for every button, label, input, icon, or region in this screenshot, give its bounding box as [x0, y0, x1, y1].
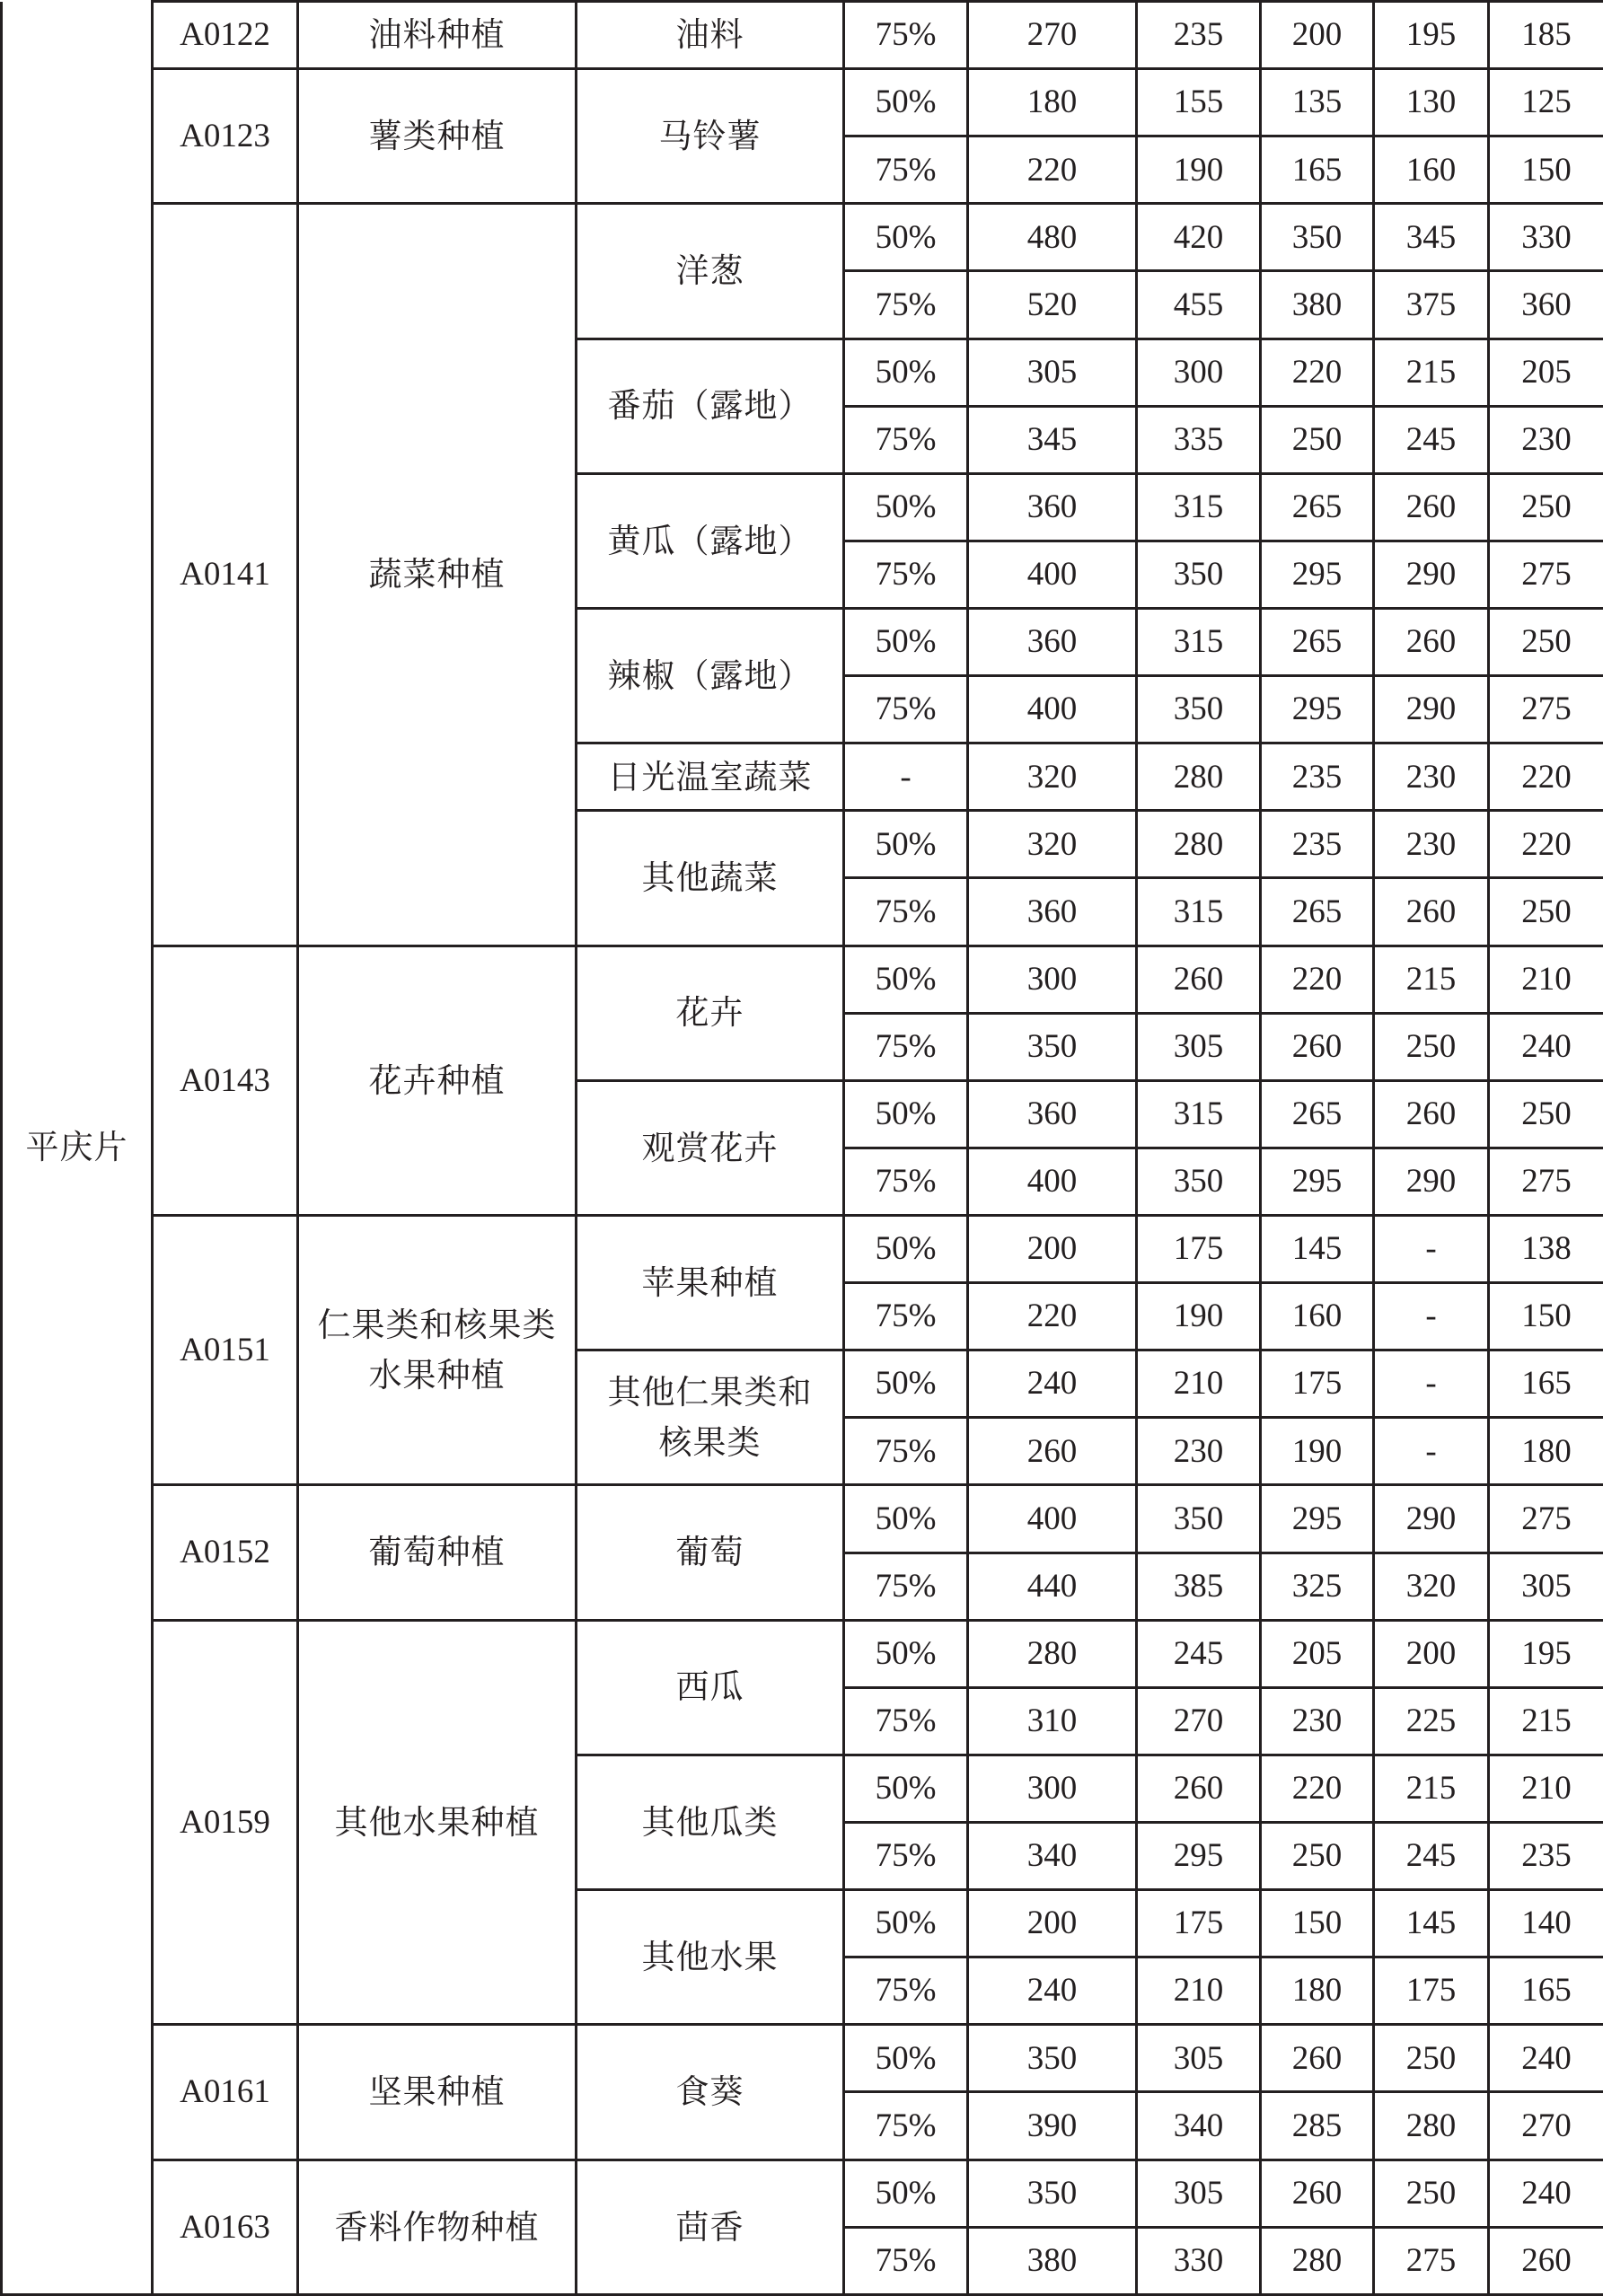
- quota-value-cell: 280: [1137, 743, 1261, 811]
- quota-value-cell: 375: [1374, 271, 1489, 339]
- quota-value-cell: 215: [1489, 1687, 1603, 1755]
- industry-category-cell: [298, 2025, 577, 2160]
- guarantee-rate-cell: 75%: [844, 1687, 968, 1755]
- quota-value-cell: 190: [1137, 1283, 1261, 1350]
- industry-code-cell: A0161: [153, 2025, 298, 2160]
- table-row: [2, 2025, 1603, 2092]
- product-name-cell: [577, 946, 844, 1080]
- quota-value-cell: 350: [1137, 1485, 1261, 1553]
- quota-value-cell: 245: [1137, 1620, 1261, 1687]
- quota-value-cell: 260: [1261, 1013, 1374, 1080]
- quota-value-cell: 275: [1489, 1485, 1603, 1553]
- quota-value-cell: 160: [1261, 1283, 1374, 1350]
- industry-category-cell: [298, 1485, 577, 1620]
- industry-code-cell: A0152: [153, 1485, 298, 1620]
- guarantee-rate-cell: 75%: [844, 1283, 968, 1350]
- quota-value-cell: 215: [1374, 339, 1489, 406]
- quota-value-cell: 250: [1261, 1822, 1374, 1889]
- product-name-cell: [577, 1215, 844, 1350]
- product-name-label: 其他仁果类和核果类: [607, 1373, 813, 1462]
- guarantee-rate-cell: 75%: [844, 2227, 968, 2294]
- quota-value-cell: 265: [1261, 1080, 1374, 1148]
- quota-value-cell: 215: [1374, 946, 1489, 1013]
- quota-value-cell: 290: [1374, 541, 1489, 608]
- quota-value-cell: 265: [1261, 878, 1374, 946]
- quota-value-cell: 340: [1137, 2092, 1261, 2160]
- guarantee-rate-cell: 50%: [844, 1485, 968, 1553]
- product-name-cell: [577, 204, 844, 339]
- quota-value-cell: 250: [1374, 1013, 1489, 1080]
- industry-category-label: 油料种植: [368, 15, 506, 55]
- quota-value-cell: 330: [1137, 2227, 1261, 2294]
- quota-value-cell: 165: [1261, 136, 1374, 204]
- quota-value-cell: -: [1374, 1350, 1489, 1418]
- quota-value-cell: 165: [1489, 1350, 1603, 1418]
- quota-value-cell: 220: [1489, 743, 1603, 811]
- quota-value-cell: 300: [968, 946, 1137, 1013]
- product-name-cell: [577, 1890, 844, 2025]
- quota-value-cell: 455: [1137, 271, 1261, 339]
- quota-value-cell: 165: [1489, 1957, 1603, 2025]
- quota-value-cell: 235: [1137, 2, 1261, 69]
- product-name-cell: [577, 608, 844, 743]
- quota-value-cell: 305: [1489, 1553, 1603, 1620]
- quota-value-cell: 250: [1261, 406, 1374, 473]
- quota-value-cell: 230: [1374, 743, 1489, 811]
- guarantee-rate-cell: 75%: [844, 676, 968, 743]
- guarantee-rate-cell: 75%: [844, 1822, 968, 1889]
- quota-value-cell: 350: [1137, 1148, 1261, 1215]
- quota-value-cell: -: [1374, 1283, 1489, 1350]
- table-row: [2, 2, 1603, 69]
- quota-value-cell: 440: [968, 1553, 1137, 1620]
- guarantee-rate-cell: 50%: [844, 1080, 968, 1148]
- guarantee-rate-cell: 50%: [844, 2025, 968, 2092]
- quota-value-cell: 350: [968, 2160, 1137, 2227]
- guarantee-rate-cell: 75%: [844, 1553, 968, 1620]
- industry-code-cell: A0141: [153, 204, 298, 946]
- quota-value-cell: 260: [1374, 473, 1489, 541]
- quota-value-cell: 220: [968, 136, 1137, 204]
- quota-value-cell: 215: [1374, 1755, 1489, 1822]
- quota-value-cell: 320: [968, 811, 1137, 878]
- quota-value-cell: 205: [1489, 339, 1603, 406]
- quota-value-cell: 340: [968, 1822, 1137, 1889]
- quota-value-cell: 245: [1374, 1822, 1489, 1889]
- quota-value-cell: 240: [1489, 2160, 1603, 2227]
- industry-category-label: 仁果类和核果类水果种植: [317, 1306, 557, 1394]
- guarantee-rate-cell: 75%: [844, 136, 968, 204]
- quota-value-cell: 295: [1137, 1822, 1261, 1889]
- product-name-cell: [577, 1620, 844, 1755]
- guarantee-rate-cell: 75%: [844, 878, 968, 946]
- industry-code-cell: A0163: [153, 2160, 298, 2295]
- quota-value-cell: 200: [1261, 2, 1374, 69]
- quota-value-cell: 250: [1489, 473, 1603, 541]
- quota-value-cell: 240: [968, 1957, 1137, 2025]
- quota-value-cell: 420: [1137, 204, 1261, 271]
- quota-value-cell: 390: [968, 2092, 1137, 2160]
- quota-value-cell: 250: [1374, 2160, 1489, 2227]
- quota-value-cell: 230: [1374, 811, 1489, 878]
- quota-value-cell: 350: [1261, 204, 1374, 271]
- quota-value-cell: 400: [968, 1485, 1137, 1553]
- quota-value-cell: 210: [1489, 1755, 1603, 1822]
- quota-value-cell: 295: [1261, 1485, 1374, 1553]
- table-row: [2, 69, 1603, 136]
- quota-value-cell: 250: [1374, 2025, 1489, 2092]
- table-row: [2, 1215, 1603, 1282]
- table-row: [2, 1620, 1603, 1687]
- quota-value-cell: 295: [1261, 1148, 1374, 1215]
- quota-value-cell: 285: [1261, 2092, 1374, 2160]
- product-name-cell: [577, 2025, 844, 2160]
- quota-value-cell: 140: [1489, 1890, 1603, 1957]
- product-name-label: 西瓜: [675, 1667, 744, 1707]
- product-name-cell: [577, 339, 844, 473]
- table-body: [2, 2, 1603, 2295]
- industry-code-cell: A0143: [153, 946, 298, 1215]
- product-name-label: 苹果种植: [641, 1262, 779, 1302]
- guarantee-rate-cell: 50%: [844, 946, 968, 1013]
- quota-value-cell: 138: [1489, 1215, 1603, 1282]
- quota-value-cell: 305: [968, 339, 1137, 406]
- quota-value-cell: 260: [1137, 946, 1261, 1013]
- quota-value-cell: 350: [1137, 676, 1261, 743]
- quota-value-cell: 275: [1489, 1148, 1603, 1215]
- quota-value-cell: 345: [1374, 204, 1489, 271]
- quota-value-cell: 230: [1137, 1418, 1261, 1485]
- quota-value-cell: 385: [1137, 1553, 1261, 1620]
- quota-value-cell: 315: [1137, 1080, 1261, 1148]
- product-name-label: 黄瓜（露地）: [607, 521, 813, 560]
- guarantee-rate-cell: 50%: [844, 1620, 968, 1687]
- quota-value-cell: 210: [1489, 946, 1603, 1013]
- industry-category-cell: [298, 946, 577, 1215]
- quota-value-cell: 315: [1137, 878, 1261, 946]
- guarantee-rate-cell: 50%: [844, 811, 968, 878]
- quota-value-cell: 265: [1261, 473, 1374, 541]
- quota-value-cell: 260: [1261, 2025, 1374, 2092]
- guarantee-rate-cell: 50%: [844, 339, 968, 406]
- product-name-cell: [577, 2, 844, 69]
- guarantee-rate-cell: 50%: [844, 204, 968, 271]
- quota-value-cell: 240: [1489, 2025, 1603, 2092]
- quota-value-cell: 260: [1489, 2227, 1603, 2294]
- quota-value-cell: 300: [1137, 339, 1261, 406]
- quota-value-cell: 220: [1261, 339, 1374, 406]
- quota-value-cell: 220: [1489, 811, 1603, 878]
- guarantee-rate-cell: 50%: [844, 2160, 968, 2227]
- industry-code-cell: A0122: [153, 2, 298, 69]
- quota-value-cell: 180: [968, 69, 1137, 136]
- guarantee-rate-cell: 75%: [844, 1418, 968, 1485]
- quota-value-cell: 275: [1374, 2227, 1489, 2294]
- guarantee-rate-cell: 50%: [844, 1890, 968, 1957]
- quota-value-cell: 225: [1374, 1687, 1489, 1755]
- quota-value-cell: 135: [1261, 69, 1374, 136]
- quota-value-cell: 400: [968, 541, 1137, 608]
- quota-value-cell: 270: [1489, 2092, 1603, 2160]
- quota-value-cell: 130: [1374, 69, 1489, 136]
- quota-value-cell: 360: [968, 1080, 1137, 1148]
- guarantee-rate-cell: 75%: [844, 2092, 968, 2160]
- guarantee-rate-cell: 75%: [844, 1013, 968, 1080]
- quota-value-cell: 145: [1374, 1890, 1489, 1957]
- quota-value-cell: 360: [968, 473, 1137, 541]
- quota-value-cell: 290: [1374, 1485, 1489, 1553]
- quota-value-cell: 325: [1261, 1553, 1374, 1620]
- quota-value-cell: 245: [1374, 406, 1489, 473]
- guarantee-rate-cell: 75%: [844, 1148, 968, 1215]
- table-row: [2, 2160, 1603, 2227]
- product-name-cell: [577, 811, 844, 946]
- guarantee-rate-cell: 75%: [844, 541, 968, 608]
- quota-value-cell: 160: [1374, 136, 1489, 204]
- quota-value-cell: 150: [1261, 1890, 1374, 1957]
- product-name-label: 食葵: [675, 2072, 744, 2112]
- product-name-cell: [577, 1350, 844, 1485]
- industry-category-label: 香料作物种植: [334, 2207, 540, 2247]
- product-name-label: 辣椒（露地）: [607, 655, 813, 695]
- guarantee-rate-cell: 75%: [844, 406, 968, 473]
- product-name-label: 日光温室蔬菜: [607, 757, 813, 796]
- quota-value-cell: -: [1374, 1418, 1489, 1485]
- quota-value-cell: 240: [1489, 1013, 1603, 1080]
- quota-value-cell: 295: [1261, 676, 1374, 743]
- product-name-label: 花卉: [675, 993, 744, 1033]
- quota-value-cell: 220: [1261, 1755, 1374, 1822]
- quota-value-cell: 220: [1261, 946, 1374, 1013]
- product-name-label: 观赏花卉: [641, 1128, 779, 1167]
- guarantee-rate-cell: -: [844, 743, 968, 811]
- industry-category-cell: [298, 2, 577, 69]
- industry-category-cell: [298, 1620, 577, 2025]
- table-row: [2, 946, 1603, 1013]
- quota-value-cell: 350: [968, 2025, 1137, 2092]
- industry-category-cell: [298, 2160, 577, 2295]
- quota-value-cell: 175: [1374, 1957, 1489, 2025]
- quota-value-cell: 260: [1137, 1755, 1261, 1822]
- product-name-cell: [577, 1080, 844, 1215]
- quota-value-cell: 305: [1137, 1013, 1261, 1080]
- quota-value-cell: 265: [1261, 608, 1374, 675]
- quota-value-cell: 380: [968, 2227, 1137, 2294]
- quota-value-cell: 320: [1374, 1553, 1489, 1620]
- quota-value-cell: 275: [1489, 541, 1603, 608]
- quota-value-cell: 200: [968, 1890, 1137, 1957]
- quota-value-cell: 260: [968, 1418, 1137, 1485]
- quota-value-cell: 300: [968, 1755, 1137, 1822]
- quota-value-cell: 280: [1374, 2092, 1489, 2160]
- table-row: [2, 1485, 1603, 1553]
- quota-value-cell: 260: [1374, 878, 1489, 946]
- quota-value-cell: 235: [1489, 1822, 1603, 1889]
- product-name-cell: [577, 1755, 844, 1889]
- quota-value-cell: 330: [1489, 204, 1603, 271]
- quota-value-cell: 175: [1261, 1350, 1374, 1418]
- industry-category-label: 蔬菜种植: [368, 555, 506, 594]
- guarantee-rate-cell: 50%: [844, 1215, 968, 1282]
- quota-value-cell: 195: [1374, 2, 1489, 69]
- quota-value-cell: 400: [968, 1148, 1137, 1215]
- quota-value-cell: 305: [1137, 2025, 1261, 2092]
- product-name-label: 其他蔬菜: [641, 858, 779, 898]
- quota-value-cell: 360: [968, 608, 1137, 675]
- quota-value-cell: 205: [1261, 1620, 1374, 1687]
- quota-value-cell: 270: [1137, 1687, 1261, 1755]
- quota-value-cell: 275: [1489, 676, 1603, 743]
- product-name-cell: [577, 69, 844, 204]
- industry-category-label: 其他水果种植: [334, 1802, 540, 1842]
- industry-category-label: 葡萄种植: [368, 1533, 506, 1572]
- guarantee-rate-cell: 75%: [844, 1957, 968, 2025]
- product-name-label: 马铃薯: [658, 116, 762, 155]
- quota-value-cell: 210: [1137, 1957, 1261, 2025]
- quota-value-cell: 150: [1489, 136, 1603, 204]
- quota-value-cell: 185: [1489, 2, 1603, 69]
- product-name-label: 葡萄: [675, 1533, 744, 1572]
- quota-value-cell: 350: [968, 1013, 1137, 1080]
- quota-value-cell: 270: [968, 2, 1137, 69]
- quota-value-cell: 345: [968, 406, 1137, 473]
- quota-value-cell: 250: [1489, 878, 1603, 946]
- industry-category-cell: [298, 1215, 577, 1484]
- quota-value-cell: 210: [1137, 1350, 1261, 1418]
- quota-value-cell: 305: [1137, 2160, 1261, 2227]
- product-name-cell: [577, 473, 844, 608]
- quota-value-cell: 195: [1489, 1620, 1603, 1687]
- product-name-label: 其他瓜类: [641, 1802, 779, 1842]
- quota-value-cell: 230: [1261, 1687, 1374, 1755]
- quota-value-cell: 280: [968, 1620, 1137, 1687]
- product-name-cell: [577, 1485, 844, 1620]
- product-name-cell: [577, 743, 844, 811]
- quota-value-cell: 260: [1374, 608, 1489, 675]
- industry-code-cell: A0159: [153, 1620, 298, 2025]
- industry-code-cell: A0151: [153, 1215, 298, 1484]
- product-name-label: 洋葱: [675, 251, 744, 291]
- quota-value-cell: 220: [968, 1283, 1137, 1350]
- guarantee-rate-cell: 50%: [844, 1350, 968, 1418]
- quota-value-cell: 520: [968, 271, 1137, 339]
- product-name-label: 茴香: [675, 2207, 744, 2247]
- quota-value-cell: 190: [1261, 1418, 1374, 1485]
- quota-value-cell: 200: [1374, 1620, 1489, 1687]
- quota-value-cell: 190: [1137, 136, 1261, 204]
- quota-value-cell: 230: [1489, 406, 1603, 473]
- guarantee-rate-cell: 75%: [844, 271, 968, 339]
- quota-value-cell: 350: [1137, 541, 1261, 608]
- quota-value-cell: 295: [1261, 541, 1374, 608]
- quota-value-cell: 175: [1137, 1890, 1261, 1957]
- table-row: [2, 204, 1603, 271]
- quota-value-cell: 125: [1489, 69, 1603, 136]
- quota-value-cell: 260: [1261, 2160, 1374, 2227]
- quota-value-cell: 240: [968, 1350, 1137, 1418]
- quota-value-cell: 380: [1261, 271, 1374, 339]
- quota-value-cell: 235: [1261, 811, 1374, 878]
- quota-value-cell: 280: [1137, 811, 1261, 878]
- guarantee-rate-cell: 50%: [844, 69, 968, 136]
- industry-category-cell: [298, 204, 577, 946]
- quota-value-cell: 155: [1137, 69, 1261, 136]
- guarantee-rate-cell: 50%: [844, 1755, 968, 1822]
- quota-value-cell: 290: [1374, 676, 1489, 743]
- quota-value-cell: 200: [968, 1215, 1137, 1282]
- industry-category-label: 花卉种植: [368, 1060, 506, 1100]
- quota-value-cell: 175: [1137, 1215, 1261, 1282]
- quota-value-cell: 360: [968, 878, 1137, 946]
- product-name-label: 油料: [675, 15, 744, 55]
- industry-code-cell: A0123: [153, 69, 298, 204]
- quota-value-cell: 250: [1489, 608, 1603, 675]
- product-name-label: 其他水果: [641, 1937, 779, 1976]
- quota-value-cell: 250: [1489, 1080, 1603, 1148]
- industry-category-label: 坚果种植: [368, 2072, 506, 2112]
- quota-value-cell: 280: [1261, 2227, 1374, 2294]
- guarantee-rate-cell: 50%: [844, 608, 968, 675]
- region-cell: 平庆片: [2, 2, 153, 2295]
- quota-value-cell: 180: [1261, 1957, 1374, 2025]
- industry-category-label: 薯类种植: [368, 116, 506, 155]
- quota-value-cell: 335: [1137, 406, 1261, 473]
- quota-value-cell: 400: [968, 676, 1137, 743]
- quota-value-cell: 315: [1137, 608, 1261, 675]
- quota-value-cell: 150: [1489, 1283, 1603, 1350]
- quota-value-cell: 290: [1374, 1148, 1489, 1215]
- quota-value-cell: 315: [1137, 473, 1261, 541]
- quota-value-cell: 320: [968, 743, 1137, 811]
- product-name-cell: [577, 2160, 844, 2295]
- quota-value-cell: 180: [1489, 1418, 1603, 1485]
- guarantee-rate-cell: 75%: [844, 2, 968, 69]
- quota-value-cell: 360: [1489, 271, 1603, 339]
- guarantee-rate-cell: 50%: [844, 473, 968, 541]
- quota-value-cell: 310: [968, 1687, 1137, 1755]
- quota-value-cell: 145: [1261, 1215, 1374, 1282]
- quota-value-cell: 480: [968, 204, 1137, 271]
- industry-category-cell: [298, 69, 577, 204]
- product-name-label: 番茄（露地）: [607, 386, 813, 426]
- quota-value-cell: -: [1374, 1215, 1489, 1282]
- quota-value-cell: 260: [1374, 1080, 1489, 1148]
- quota-value-cell: 235: [1261, 743, 1374, 811]
